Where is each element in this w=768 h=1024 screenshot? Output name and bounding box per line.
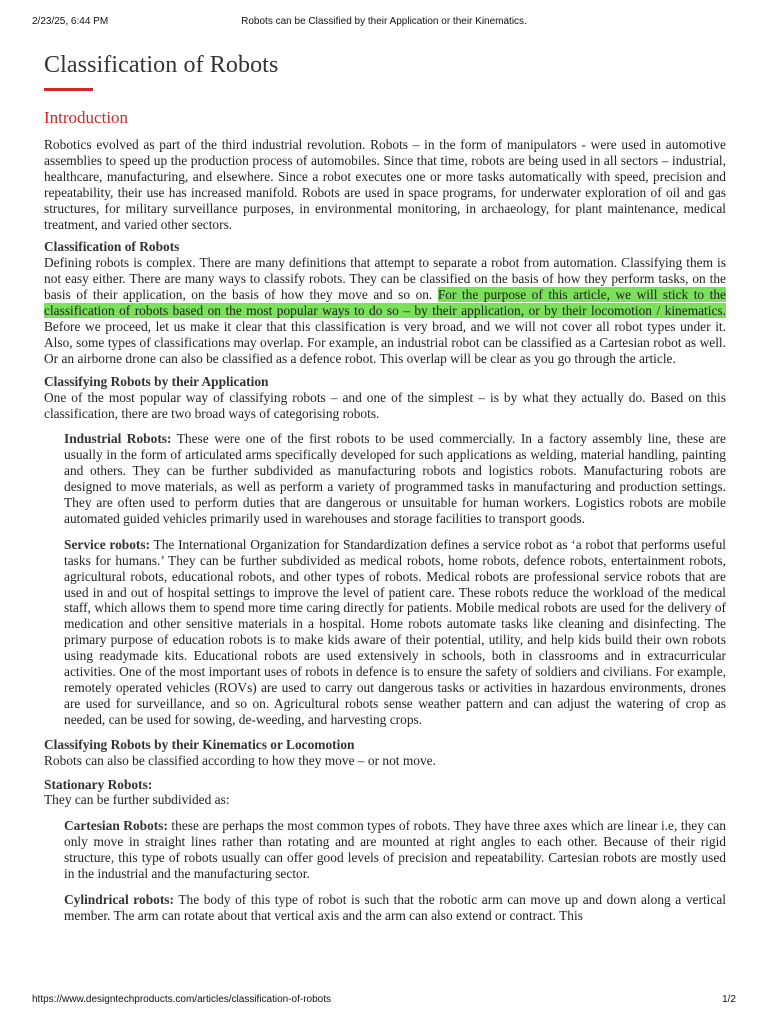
stationary-heading: Stationary Robots: (44, 776, 153, 792)
intro-heading: Introduction (44, 108, 129, 127)
page-number: 1/2 (722, 994, 736, 1005)
service-robots-text: The International Organization for Standardization defines a service robot as ‘a robot that performs useful tasks for humans.’ They can be further subdivided as medical robots, home robots, defence robots, entertainment robots, agricultural robots, educational robots, and other types of robots. Medical robots are professional service robots that are used in and out of hospital settings to improve the level of patient care. These robots reduce the workload of the medical staff, which allows them to spend more time caring directly for patients. Mobile medical robots are used for the delivery of medication and other sensitive materials in a hospital. Home robots automate tasks like cleaning and disinfecting. The primary purpose of education robots is to make kids aware of their potential, utility, and help kids build their own robots using readymade kits. Educational robots are used extensively in schools, both in classrooms and in extracurricular activities. One of the most important uses of robots in defence is to ensure the safety of soldiers and civilians. For example, remotely operated vehicles (ROVs) are used to carry out dangerous tasks or activities in hazardous environments, drones are used for surveillance, and so on. Agricultural robots sense weather pattern and can adjust the watering of crop as needed, can be used for sowing, de-weeding, and harvesting crops. (64, 536, 727, 727)
stationary-paragraph: They can be further subdivided as: (44, 792, 230, 808)
industrial-robots-paragraph (64, 431, 726, 526)
cartesian-robots-text: these are perhaps the most common types of robots. They have three axes which are linear i.e, they can only move in straight lines rather than rotating and are mounted at right angles to each other. Because of their rigid structure, this type of robots usually can offer good levels of precision and repeatability. Cartesian robots are mostly used in the industrial and the manufacturing sector. (64, 818, 726, 882)
classification-paragraph (44, 255, 726, 366)
cylindrical-robots-text: The body of this type of robot is such that the robotic arm can move up and down along a vertical member. The arm can rotate about that vertical axis and the arm can also extend or contract. This (64, 891, 726, 923)
service-robots-label: Service robots: (64, 536, 151, 552)
print-header (32, 16, 736, 30)
classification-heading: Classification of Robots (44, 239, 180, 255)
article (44, 51, 726, 924)
cartesian-robots-block (64, 818, 726, 882)
service-robots-paragraph (64, 537, 726, 728)
industrial-robots-block (64, 431, 726, 526)
print-footer (32, 994, 736, 1008)
industrial-robots-text: These were one of the first robots to be used commercially. In a factory assembly line, these are usually in the form of articulated arms specifically developed for such applications as welding, material handling, painting and others. They can be further subdivided as manufacturing robots and logistics robots. Manufacturing robots are designed to move materials, as well as perform a variety of programmed tasks in manufacturing and production settings. They are often used to perform duties that are dangerous or unsuitable for human workers. Logistics robots are mobile automated guided vehicles primarily used in warehouses and storage facilities to transport goods. (64, 431, 726, 526)
highlighted-text: For the purpose of this article, we will stick to the classification of robots based on the most popular ways to do so – by their application, or by their locomotion / kinematics. (44, 287, 726, 319)
cartesian-robots-label: Cartesian Robots: (64, 818, 168, 834)
application-heading: Classifying Robots by their Application (44, 373, 269, 389)
application-section (44, 374, 726, 728)
title-underline (44, 88, 93, 91)
application-paragraph: One of the most popular way of classifying robots – and one of the simplest – is by what they actually do. Based on this classification, there are two broad ways of categorising robots. (44, 389, 726, 421)
cartesian-robots-paragraph (64, 818, 726, 882)
cylindrical-robots-block (64, 892, 726, 924)
industrial-robots-label: Industrial Robots: (64, 431, 172, 447)
classification-text-before: Defining robots is complex. There are many definitions that attempt to separate a robot from automation. Classifying them is not easy either. There are many ways to classify robots. They can be classified on the basis of how they perform tasks, on the basis of their application, on the basis of how they move and so on. (44, 255, 726, 303)
kinematics-paragraph: Robots can also be classified according to how they move – or not move. (44, 752, 436, 768)
print-datetime: 2/23/25, 6:44 PM (32, 16, 109, 27)
stationary-section (44, 777, 726, 924)
classification-text-after: Before we proceed, let us make it clear that this classification is very broad, and we will not cover all robot types under it. Also, some types of classifications may overlap. For example, an industrial robot can be classified as a Cartesian robot as well. Or an airborne drone can also be classified as a defence robot. This overlap will be clear as you go through the article. (44, 318, 726, 366)
cylindrical-robots-paragraph (64, 892, 726, 924)
page-url: https://www.designtechproducts.com/articles/classification-of-robots (32, 994, 332, 1005)
cylindrical-robots-label: Cylindrical robots: (64, 891, 174, 907)
kinematics-section (44, 737, 726, 769)
print-page-title: Robots can be Classified by their Application or their Kinematics. (241, 16, 527, 27)
intro-paragraph: Robotics evolved as part of the third industrial revolution. Robots – in the form of manipulators - were used in automotive assemblies to speed up the production process of automobiles. Since that time, robots are being used in all sectors – industrial, healthcare, manufacturing, and elsewhere. Since a robot executes one or more tasks automatically with speed, precision and repeatability, their use has increased manifold. Robots are used in space programs, for underwater exploration of oil and gas structures, for military surveillance purposes, in environmental monitoring, in archaeology, for plant maintenance, medical treatment, and varied other sectors. (44, 137, 726, 232)
classification-section (44, 239, 726, 366)
article-title: Classification of Robots (44, 52, 279, 78)
service-robots-block (64, 537, 726, 728)
kinematics-heading: Classifying Robots by their Kinematics or Locomotion (44, 736, 355, 752)
